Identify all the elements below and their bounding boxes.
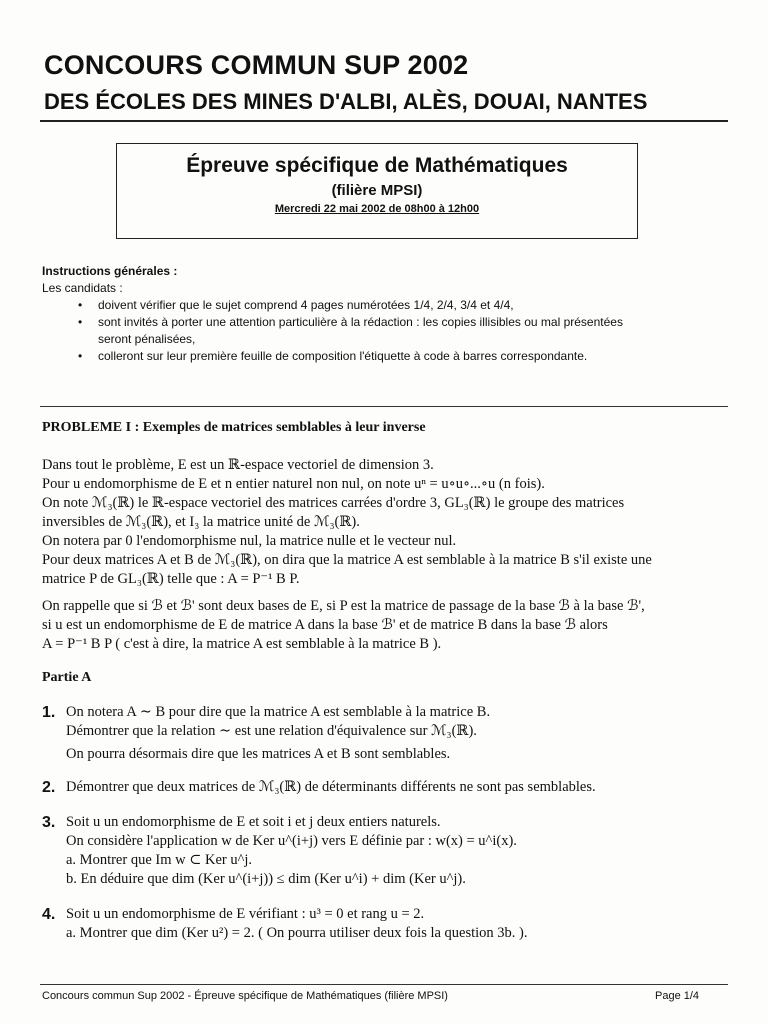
question-1 [42, 703, 732, 764]
question-number: 4. [42, 906, 56, 923]
intro-line: On note ℳ₃(ℝ) le ℝ-espace vectoriel des matrices carrées d'ordre 3, GL₃(ℝ) le groupe des matrices [42, 495, 625, 511]
schools-subtitle: DES ÉCOLES DES MINES D'ALBI, ALÈS, DOUAI, NANTES [44, 89, 648, 114]
page-number: Page 1/4 [655, 990, 700, 1002]
question-line: b. En déduire que dim (Ker u^(i+j)) ≤ dim (Ker u^i) + dim (Ker u^j). [66, 871, 466, 887]
footer-rule [40, 984, 728, 985]
footer-title: Concours commun Sup 2002 - Épreuve spécifique de Mathématiques (filière MPSI) [42, 990, 448, 1002]
section-rule [40, 406, 728, 407]
problem-title: PROBLEME I : Exemples de matrices semblables à leur inverse [42, 420, 426, 435]
exam-track: (filière MPSI) [331, 182, 423, 199]
intro-line: On notera par 0 l'endomorphisme nul, la matrice nulle et le vecteur nul. [42, 533, 457, 549]
intro-line: Dans tout le problème, E est un ℝ-espace vectoriel de dimension 3. [42, 457, 434, 473]
intro-line: A = P⁻¹ B P ( c'est à dire, la matrice A est semblable à la matrice B ). [42, 636, 442, 652]
instruction-item: • sont invités à porter une attention particulière à la rédaction : les copies illisibles ou mal présentées seront pénalisées, [98, 314, 682, 348]
problem-intro [42, 456, 732, 654]
question-number: 3. [42, 814, 56, 831]
question-line: a. Montrer que Im w ⊂ Ker u^j. [66, 852, 253, 868]
question-line: On notera A ∼ B pour dire que la matrice A est semblable à la matrice B. [66, 704, 491, 720]
question-line: On considère l'application w de Ker u^(i+j) vers E définie par : w(x) = u^i(x). [66, 833, 517, 849]
question-3 [42, 813, 732, 889]
instruction-item: • doivent vérifier que le sujet comprend 4 pages numérotées 1/4, 2/4, 3/4 et 4/4, [98, 297, 682, 314]
instructions [42, 263, 682, 365]
question-number: 1. [42, 704, 56, 721]
instructions-list [42, 297, 682, 365]
question-line: Démontrer que la relation ∼ est une relation d'équivalence sur ℳ₃(ℝ). [66, 723, 477, 739]
question-4 [42, 905, 732, 943]
question-line: Soit u un endomorphisme de E et soit i et j deux entiers naturels. [66, 814, 441, 830]
question-line: On pourra désormais dire que les matrices A et B sont semblables. [66, 746, 451, 762]
intro-line: matrice P de GL₃(ℝ) telle que : A = P⁻¹ B P. [42, 571, 300, 587]
instructions-heading: Instructions générales : [42, 264, 178, 278]
intro-line: On rappelle que si ℬ et ℬ' sont deux bases de E, si P est la matrice de passage de la base ℬ à la base ℬ', [42, 598, 645, 614]
part-a-heading: Partie A [42, 670, 92, 685]
question-line: Soit u un endomorphisme de E vérifiant : u³ = 0 et rang u = 2. [66, 906, 425, 922]
intro-line: inversibles de ℳ₃(ℝ), et I₃ la matrice unité de ℳ₃(ℝ). [42, 514, 360, 530]
header-rule [40, 120, 728, 122]
question-2 [42, 778, 732, 797]
intro-line: Pour u endomorphisme de E et n entier naturel non nul, on note uⁿ = u∘u∘...∘u (n fois). [42, 476, 545, 492]
question-line: Démontrer que deux matrices de ℳ₃(ℝ) de déterminants différents ne sont pas semblables. [66, 779, 596, 795]
question-line: a. Montrer que dim (Ker u²) = 2. ( On pourra utiliser deux fois la question 3b. ). [66, 925, 528, 941]
problem-section [42, 418, 732, 953]
exam-info-box [116, 143, 638, 239]
instructions-intro: Les candidats : [42, 281, 123, 295]
exam-title: Épreuve spécifique de Mathématiques [186, 154, 568, 177]
question-number: 2. [42, 779, 56, 796]
intro-line: si u est un endomorphisme de E de matrice A dans la base ℬ' et de matrice B dans la base ℬ alors [42, 617, 608, 633]
instruction-item: • colleront sur leur première feuille de composition l'étiquette à code à barres correspondante. [98, 348, 682, 365]
intro-line: Pour deux matrices A et B de ℳ₃(ℝ), on dira que la matrice A est semblable à la matrice B s'il existe une [42, 552, 652, 568]
exam-date: Mercredi 22 mai 2002 de 08h00 à 12h00 [274, 203, 480, 215]
page-title: CONCOURS COMMUN SUP 2002 [44, 50, 469, 80]
